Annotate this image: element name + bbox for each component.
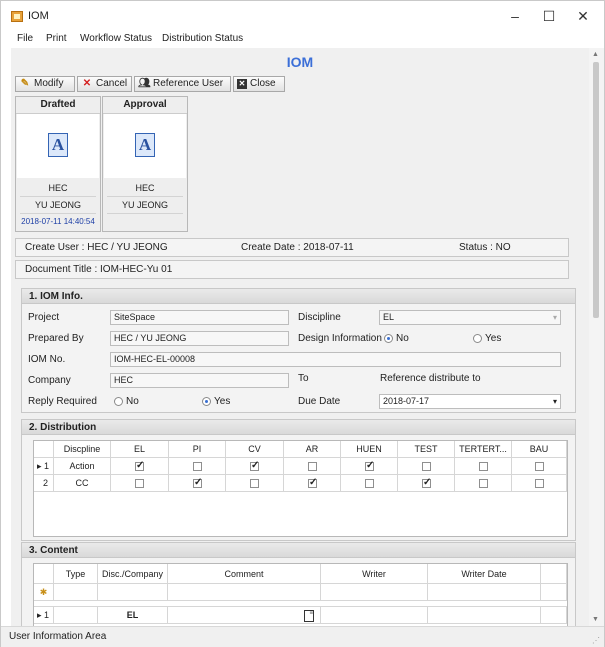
reply-required-label: Reply Required [28,396,97,407]
project-label: Project [28,312,60,323]
design-info-yes-label: Yes [485,333,502,344]
column-header[interactable]: PI [169,441,226,458]
column-header[interactable]: EL [111,441,169,458]
prepared-by-label: Prepared By [28,333,84,344]
scroll-down-icon[interactable]: ▼ [592,616,599,623]
due-date-label: Due Date [298,396,341,407]
checkbox-cell [226,458,284,475]
new-row-cell[interactable] [321,584,428,601]
column-header[interactable]: Discpline [54,441,111,458]
new-row-cell[interactable] [168,584,321,601]
cancel-button[interactable] [77,76,132,92]
new-row-indicator[interactable] [34,584,54,601]
chevron-down-icon: ▾ [552,397,557,406]
new-row-cell[interactable] [54,584,98,601]
iom-no-field[interactable]: IOM-HEC-EL-00008 [110,352,561,367]
checkbox-cell [398,458,455,475]
column-header[interactable]: BAU [512,441,567,458]
due-date-value: 2018-07-17 [383,396,430,406]
minimize-button[interactable]: – [511,8,519,24]
document-icon: A [135,133,155,157]
to-label: To [298,373,309,384]
distribution-checkbox[interactable] [308,462,317,471]
separator [107,196,183,197]
window-title: IOM [28,10,49,22]
new-row-cell [541,584,567,601]
checkbox-cell [341,475,398,492]
scroll-up-icon[interactable]: ▲ [592,51,599,58]
column-header[interactable]: CV [226,441,284,458]
distribution-checkbox[interactable] [193,462,202,471]
distribution-checkbox[interactable] [135,479,144,488]
status-bar [1,626,604,647]
cancel-x-icon: ✕ [82,78,92,89]
modify-label: Modify [34,78,64,89]
comment-cell[interactable] [168,607,321,624]
close-box-icon: ✕ [238,79,246,88]
distribution-checkbox[interactable]: ✓ [309,477,318,488]
approval-company: HEC [135,183,155,193]
column-header-blank [541,564,567,584]
design-info-yes-radio[interactable] [473,334,482,343]
close-window-button[interactable]: ✕ [577,8,589,24]
distribution-checkbox[interactable] [535,479,544,488]
resize-grip-icon[interactable]: ⋰ [592,636,600,645]
menu-file[interactable]: File [17,33,34,44]
checkbox-cell [341,458,398,475]
status-text: Status : NO [459,242,511,253]
checkbox-cell [169,458,226,475]
column-header[interactable]: Writer Date [428,564,541,584]
row-number: 2 [43,478,49,488]
checkbox-cell [111,458,169,475]
row-indicator[interactable] [34,475,54,492]
drafted-company: HEC [48,183,68,193]
column-header[interactable]: Disc./Company [98,564,168,584]
users-icon: 👥︎ [138,78,151,89]
drafted-card [15,96,101,232]
document-title-bar [15,260,569,279]
checkbox-cell [169,475,226,492]
menu-workflow-status[interactable]: Workflow Status [80,33,153,44]
create-info-bar [15,238,569,257]
discipline-label: Discipline [298,312,341,323]
distribution-checkbox[interactable] [479,479,488,488]
writer-cell [321,607,428,624]
distribution-checkbox[interactable] [479,462,488,471]
column-header[interactable]: TEST [398,441,455,458]
row-indicator[interactable] [34,458,54,475]
iom-info-section [21,288,576,413]
document-icon: A [48,133,68,157]
row-number: 1 [44,461,50,471]
design-info-no-label: No [396,333,409,344]
disc-company-cell[interactable]: EL [98,607,168,624]
menu-print[interactable]: Print [46,33,67,44]
drafted-date: 2018-07-11 14:40:54 [21,217,95,226]
pencil-icon: ✎ [20,78,30,89]
row-current-marker: ▸ [37,610,42,620]
column-header[interactable]: HUEN [341,441,398,458]
checkbox-cell [512,458,567,475]
distribution-checkbox[interactable] [422,462,431,471]
distribution-checkbox[interactable]: ✓ [136,460,145,471]
design-info-no-radio[interactable] [384,334,393,343]
distribution-grid [33,440,568,537]
distribution-checkbox[interactable] [250,479,259,488]
new-row-cell[interactable] [98,584,168,601]
checkbox-cell [398,475,455,492]
title-bar [1,1,604,32]
distribution-checkbox[interactable]: ✓ [194,477,203,488]
to-value[interactable]: Reference distribute to [380,373,481,384]
checkbox-cell [111,475,169,492]
approval-card-title: Approval [103,97,187,114]
column-header[interactable]: Type [54,564,98,584]
separator [107,213,183,214]
prepared-by-field[interactable]: HEC / YU JEONG [110,331,289,346]
create-user: Create User : HEC / YU JEONG [25,242,168,253]
status-bar-text: User Information Area [9,631,107,642]
close-label: Close [250,78,276,89]
modify-button[interactable] [15,76,75,92]
reply-no-radio[interactable] [114,397,123,406]
page-title: IOM [286,54,314,70]
distribution-checkbox[interactable]: ✓ [366,460,375,471]
menu-bar [1,32,604,48]
checkbox-cell [512,475,567,492]
iom-info-title: 1. IOM Info. [22,289,575,304]
chevron-down-icon: ▾ [552,313,557,322]
company-label: Company [28,375,71,386]
cancel-label: Cancel [96,78,128,89]
new-row-icon: ✱ [39,587,48,597]
checkbox-cell [455,475,512,492]
maximize-button[interactable]: ☐ [542,8,556,24]
approval-card [102,96,188,232]
discipline-value: EL [383,312,395,322]
separator [20,213,96,214]
iom-no-label: IOM No. [28,354,66,365]
drafted-card-image [17,114,99,178]
distribution-title: 2. Distribution [22,420,575,435]
grid-corner [34,564,54,584]
checkbox-cell [226,475,284,492]
reference-user-button[interactable] [134,76,231,92]
distribution-section [21,419,576,541]
create-date: Create Date : 2018-07-11 [241,242,354,253]
discipline-cell: CC [54,475,111,492]
column-header[interactable]: Writer [321,564,428,584]
row-indicator[interactable] [34,607,54,624]
scrollbar-thumb[interactable] [593,62,599,318]
vertical-scrollbar[interactable] [589,48,604,626]
content-title: 3. Content [22,543,575,558]
column-header[interactable]: AR [284,441,341,458]
row-current-marker: ▸ [37,461,42,471]
approval-user: YU JEONG [121,200,168,210]
blank-cell [541,607,567,624]
document-title: Document Title : IOM-HEC-Yu 01 [25,264,173,275]
reference-user-label: Reference User [153,78,224,89]
checkbox-cell [284,475,341,492]
discipline-cell: Action [54,458,111,475]
project-field[interactable]: SiteSpace [110,310,289,325]
due-date-picker[interactable] [379,394,561,409]
discipline-select[interactable] [379,310,561,325]
company-field[interactable]: HEC [110,373,289,388]
grid-corner [34,441,54,458]
distribution-checkbox[interactable]: ✓ [251,460,260,471]
comment-doc-icon[interactable]: ≡ [304,610,314,622]
content-grid [33,563,568,626]
column-header[interactable]: TERTERT... [455,441,512,458]
close-button[interactable] [233,76,285,92]
distribution-checkbox[interactable] [535,462,544,471]
design-info-label: Design Information [298,333,382,344]
writer-date-cell [428,607,541,624]
type-cell[interactable] [54,607,98,624]
column-header[interactable]: Comment [168,564,321,584]
row-number: 1 [44,610,50,620]
content-section [21,542,576,626]
distribution-checkbox[interactable]: ✓ [423,477,432,488]
approval-card-image [104,114,186,178]
distribution-checkbox[interactable] [365,479,374,488]
menu-distribution-status[interactable]: Distribution Status [162,33,244,44]
separator [20,196,96,197]
drafted-user: YU JEONG [34,200,81,210]
checkbox-cell [455,458,512,475]
app-icon [11,11,23,22]
checkbox-cell [284,458,341,475]
form-content [11,48,589,626]
reply-yes-radio[interactable] [202,397,211,406]
reply-yes-label: Yes [214,396,231,407]
reply-no-label: No [126,396,139,407]
new-row-cell[interactable] [428,584,541,601]
drafted-card-title: Drafted [16,97,100,114]
